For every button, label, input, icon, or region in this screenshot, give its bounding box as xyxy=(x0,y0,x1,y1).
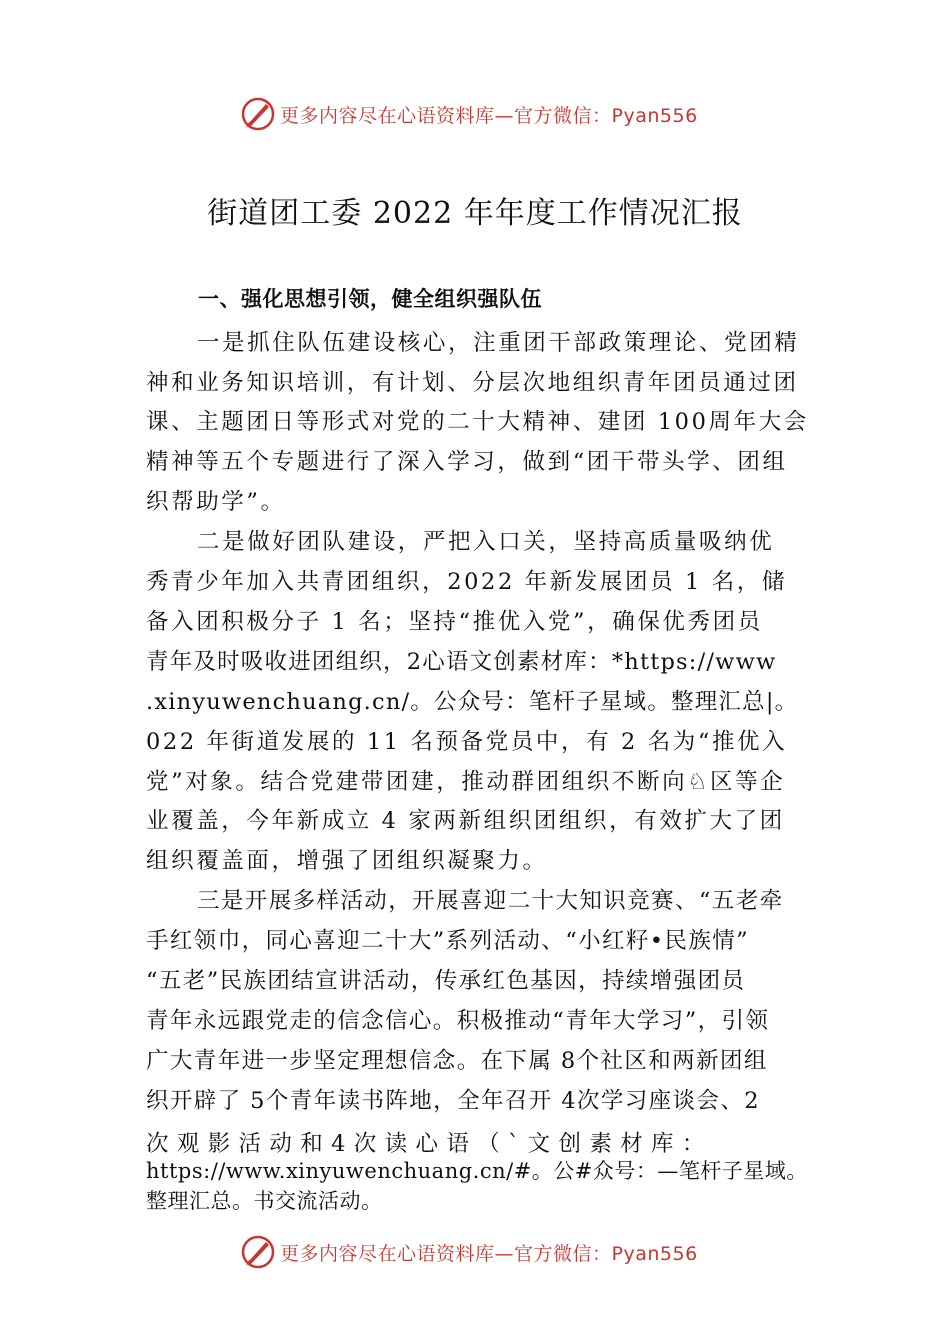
watermark-banner-top xyxy=(240,94,698,134)
paragraph-line: 青年永远跟党走的信念信心。积极推动“青年大学习”，引领 xyxy=(146,1008,770,1034)
paragraph-line: 广大青年进一步坚定理想信念。在下属 8个社区和两新团组 xyxy=(146,1048,768,1074)
paragraph-line: “五老”民族团结宣讲活动，传承红色基因，持续增强团员 xyxy=(146,968,746,994)
paragraph-line: 次 观 影 活 动 和 4 次 读 心 语 （ ` 文 创 素 材 库 ： xyxy=(146,1131,706,1157)
paragraph-line: 业覆盖，今年新成立 4 家两新组织团组织，有效扩大了团 xyxy=(146,808,785,834)
paragraph-line: 课、主题团日等形式对党的二十大精神、建团 100周年大会 xyxy=(146,409,809,435)
paragraph-line: 备入团积极分子 1 名；坚持“推优入党”，确保优秀团员 xyxy=(146,609,763,635)
paragraph-line: 精神等五个专题进行了深入学习，做到“团干带头学、团组 xyxy=(146,449,788,475)
paragraph-line: 组织覆盖面，增强了团组织凝聚力。 xyxy=(146,848,548,874)
pen-logo-icon xyxy=(240,1234,276,1270)
paragraph-line: 三是开展多样活动，开展喜迎二十大知识竞赛、“五老牵 xyxy=(197,888,784,914)
paragraph-line: 织开辟了 5个青年读书阵地，全年召开 4次学习座谈会、2 xyxy=(146,1088,760,1114)
paragraph-line: 一是抓住队伍建设核心，注重团干部政策理论、党团精 xyxy=(197,330,800,356)
watermark-text: 更多内容尽在心语资料库—官方微信：Pyan556 xyxy=(280,104,698,127)
paragraph-line: 秀青少年加入共青团组织，2022 年新发展团员 1 名，储 xyxy=(146,569,787,595)
paragraph-line: 022 年街道发展的 11 名预备党员中，有 2 名为“推优入 xyxy=(146,729,788,755)
paragraph-line: 织帮助学”。 xyxy=(146,489,286,515)
paragraph-line: https://www.xinyuwenchuang.cn/#。公#众号：—笔杆子星域。 xyxy=(146,1159,808,1183)
paragraph-line: 党”对象。结合党建带团建，推动群团组织不断向♘区等企 xyxy=(146,769,786,795)
watermark-banner-bottom xyxy=(240,1232,698,1272)
paragraph-line: .xinyuwenchuang.cn/。公众号：笔杆子星域。整理汇总|。 xyxy=(146,689,799,715)
paragraph-line: 二是做好团队建设，严把入口关，坚持高质量吸纳优 xyxy=(197,529,775,555)
paragraph-line: 手红领巾，同心喜迎二十大”系列活动、“小红籽•民族情” xyxy=(146,928,750,954)
paragraph-line: 神和业务知识培训，有计划、分层次地组织青年团员通过团 xyxy=(146,370,799,396)
paragraph-line: 整理汇总。书交流活动。 xyxy=(146,1189,383,1213)
section-heading: 一、强化思想引领，健全组织强队伍 xyxy=(198,287,542,311)
watermark-text: 更多内容尽在心语资料库—官方微信：Pyan556 xyxy=(280,1242,698,1265)
paragraph-line: 青年及时吸收进团组织，2心语文创素材库：*https://www xyxy=(146,649,777,675)
page-title: 街道团工委 2022 年年度工作情况汇报 xyxy=(207,196,743,231)
pen-logo-icon xyxy=(240,96,276,132)
